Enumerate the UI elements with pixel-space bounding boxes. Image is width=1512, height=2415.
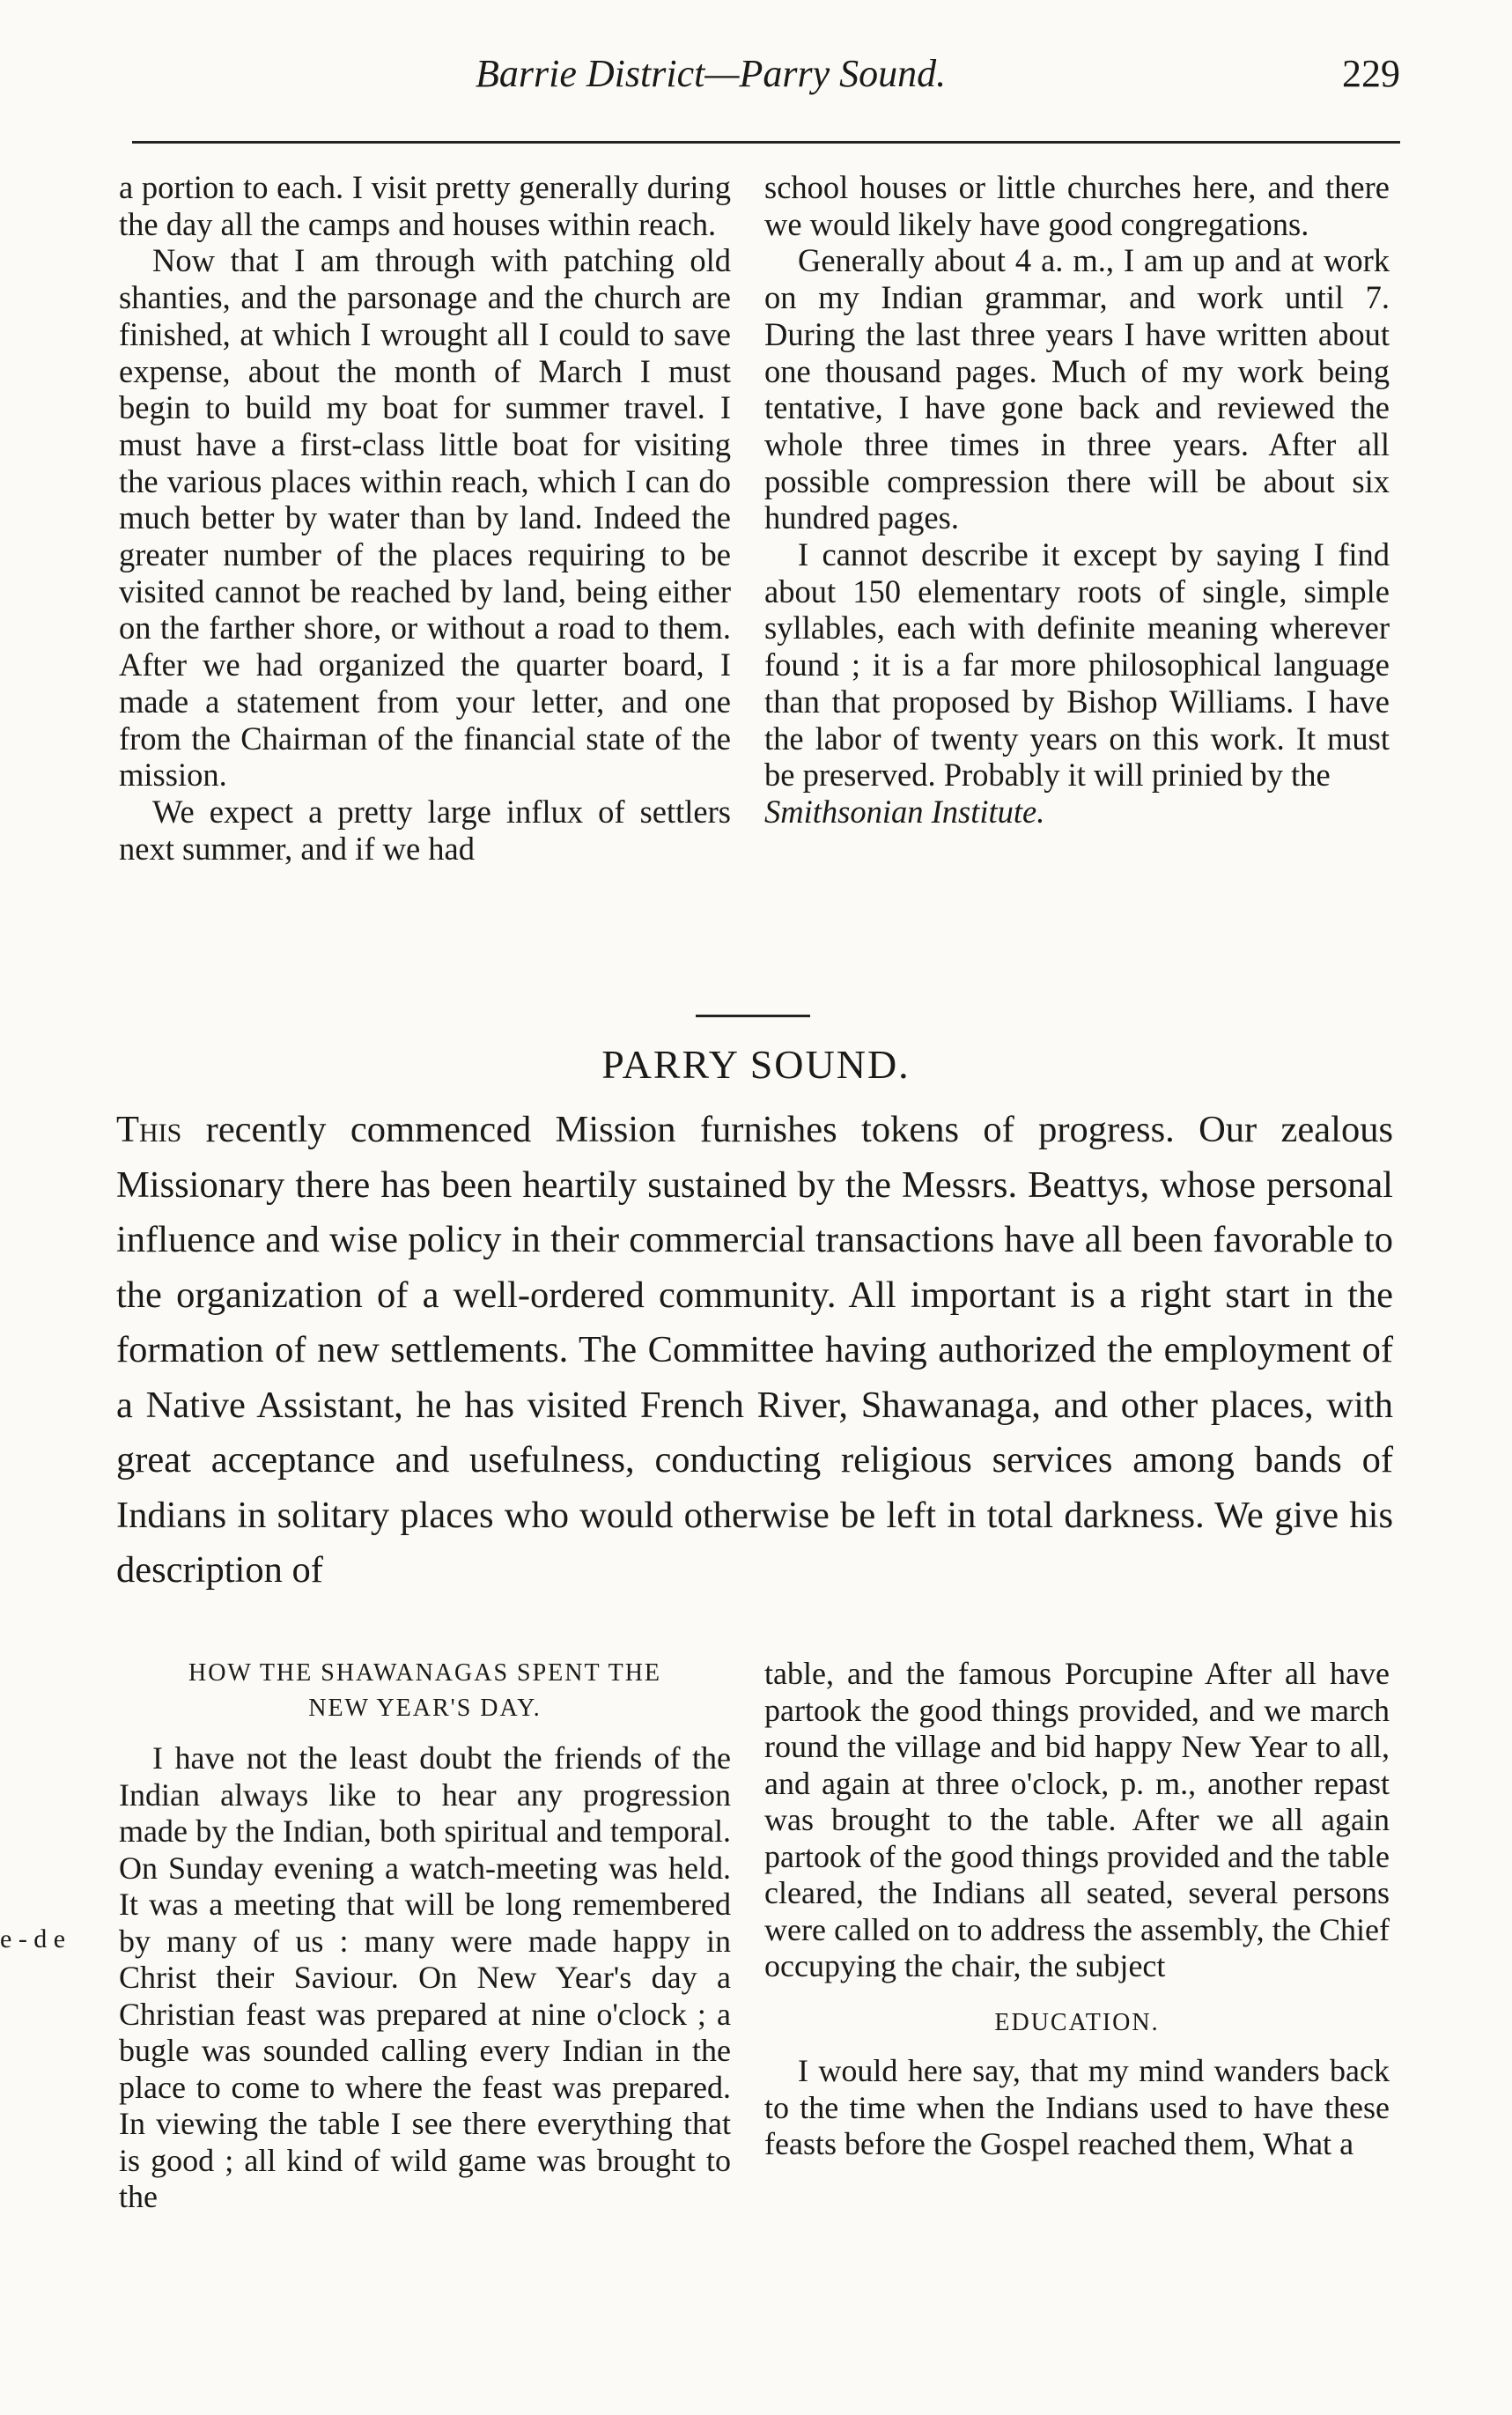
paragraph: I cannot describe it except by saying I find about 150 elementary roots of single, simple syllables, each with definite meaning wherever found ; it is a far more philosophical language than that proposed by Bishop Williams. I have the labor of twenty years on this work. It must be preserved. Probably it will prinied by the: [764, 536, 1390, 794]
subheading-line: NEW YEAR'S DAY.: [308, 1695, 542, 1722]
margin-marks: e - d e: [0, 1924, 66, 1953]
section-title: PARRY SOUND.: [601, 1042, 911, 1087]
education-heading: EDUCATION.: [994, 2008, 1160, 2036]
page-number: 229: [1342, 52, 1400, 95]
section-rule: [696, 1015, 810, 1017]
running-title: Barrie District—Parry Sound.: [476, 52, 947, 95]
italic-text: Smithsonian Institute.: [764, 793, 1045, 830]
intro-text: recently commenced Mission furnishes tokens of progress. Our zealous Missionary there has been heartily sustained by the Messrs. Beattys, whose personal influence and wise policy in their commercial transactions have all been favorable to the organization of a well-ordered community. All important is a right start in the formation of new settlements. The Committee having authorized the employment of a Native Assistant, he has visited French River, Shawanaga, and other places, with great acceptance and usefulness, conducting religious services among bands of Indians in solitary places who would otherwise be left in total darkness. We give his description of: [116, 1109, 1393, 1591]
paragraph: I would here say, that my mind wanders back to the time when the Indians used to have these feasts before the Gospel reached them, What a: [764, 2053, 1390, 2161]
paragraph: table, and the famous Porcupine After all have partook the good things provided, and we march round the village and bid happy New Year to all, and again at three o'clock, p. m., another repast was brought to the table. After we all again partook of the good things provided and the table cleared, the Indians all seated, several persons were called on to address the assembly, the Chief occupying the chair, the subject: [764, 1656, 1390, 1983]
paragraph: I have not the least doubt the friends of the Indian always like to hear any progression made by the Indian, both spiritual and temporal. On Sunday evening a watch-meeting was held. It was a meeting that will be long remembered by many of us : many were made happy in Christ their Saviour. On New Year's day a Christian feast was prepared at nine o'clock ; a bugle was sounded calling every Indian in the place to come to where the feast was prepared. In viewing the table I see there everything that is good ; all kind of wild game was brought to the: [119, 1740, 731, 2214]
paragraph: We expect a pretty large influx of settlers next summer, and if we had: [119, 793, 731, 867]
top-left-column: [119, 169, 731, 867]
closing-italic-line: [764, 794, 1390, 831]
header-rule: [132, 141, 1400, 144]
top-right-column: [764, 169, 1390, 831]
intro-lead-word: This: [116, 1109, 182, 1150]
bottom-right-column: [764, 1656, 1390, 2163]
subheading-line: HOW THE SHAWANAGAS SPENT THE: [188, 1659, 662, 1687]
paragraph: Now that I am through with patching old shanties, and the parsonage and the church are finished, at which I wrought all I could to save expense, about the month of March I must begin to build my boat for summer travel. I must have a first-class little boat for visiting the various places within reach, which I can do much better by water than by land. Indeed the greater number of the places requiring to be visited cannot be reached by land, being either on the farther shore, or without a road to them. After we had organized the quarter board, I made a statement from your letter, and one from the Chairman of the financial state of the mission.: [119, 242, 731, 794]
running-head: [114, 51, 1400, 113]
bottom-left-column: [119, 1656, 731, 2216]
paragraph: a portion to each. I visit pretty generally during the day all the camps and houses within reach.: [119, 169, 731, 242]
paragraph: school houses or little churches here, and there we would likely have good congregations.: [764, 169, 1390, 242]
intro-paragraph: [116, 1103, 1393, 1599]
subheading: [119, 1656, 731, 1726]
paragraph: Generally about 4 a. m., I am up and at work on my Indian grammar, and work until 7. During the last three years I have written about one thousand pages. Much of my work being tentative, I have gone back and reviewed the whole three times in three years. After all possible compression there will be about six hundred pages.: [764, 242, 1390, 536]
